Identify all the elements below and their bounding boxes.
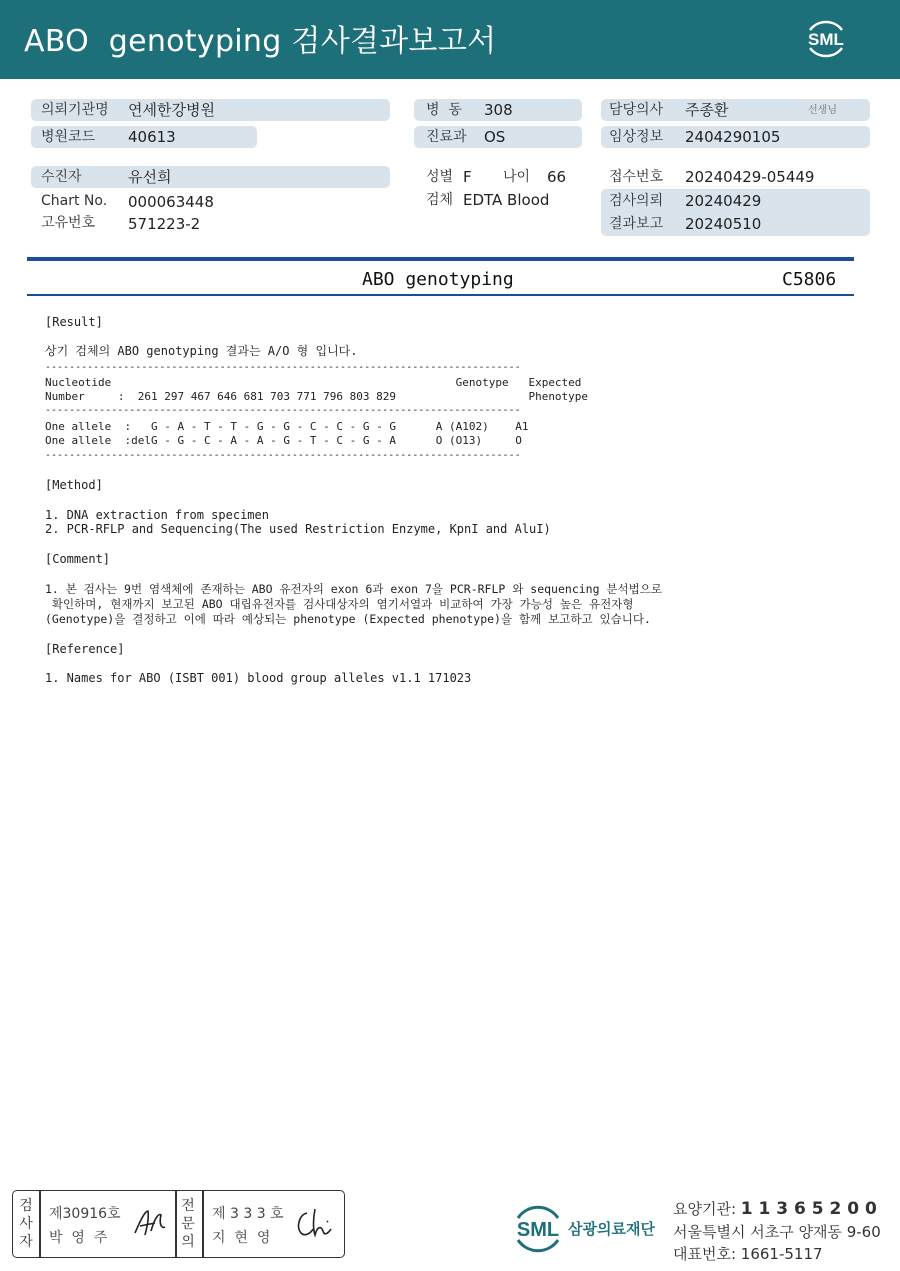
specialist-vertical-label: 전 문 의 — [181, 1198, 195, 1250]
field-bar — [31, 166, 390, 188]
specimen-value: EDTA Blood — [463, 191, 550, 209]
receipt-value: 20240429-05449 — [685, 168, 815, 186]
result-line: 상기 검체의 ABO genotyping 결과는 A/O 형 입니다. — [45, 344, 358, 358]
receipt-label: 접수번호 — [609, 169, 664, 185]
comment-line-1: 1. 본 검사는 9번 염색체에 존재하는 ABO 유전자의 exon 6과 exon 7을 PCR-RFLP 와 sequencing 분석법으로 — [45, 582, 662, 596]
report-title: ABO genotyping 검사결과보고서 — [24, 24, 497, 59]
ward-label: 병 동 — [426, 102, 462, 118]
examiner-vertical-label: 검 사 자 — [19, 1198, 33, 1250]
hospital-code-value: 40613 — [128, 128, 176, 146]
request-date: 20240429 — [685, 192, 762, 210]
org-name: 삼광의료재단 — [568, 1220, 655, 1238]
report-header — [0, 0, 900, 79]
chart-value: 000063448 — [128, 193, 214, 211]
comment-line-2: 확인하며, 현재까지 보고된 ABO 대립유전자를 검사대상자의 염기서열과 비교하여 가장 가능성 높은 유전자형 — [45, 597, 634, 611]
institution-value: 연세한강병원 — [128, 101, 215, 119]
clinical-label: 임상정보 — [609, 129, 664, 145]
reference-heading: [Reference] — [45, 642, 125, 656]
divider — [202, 1191, 204, 1257]
method-heading: [Method] — [45, 478, 103, 492]
patient-name-value: 유선희 — [128, 168, 172, 186]
divider — [175, 1191, 177, 1257]
sex-label: 성별 — [426, 169, 454, 185]
hospital-code-label: 병원코드 — [41, 129, 96, 145]
logo-text: SML — [808, 30, 844, 49]
examiner-name: 박 영 주 — [49, 1230, 108, 1246]
institution-label: 의뢰기관명 — [41, 102, 109, 118]
specimen-label: 검체 — [426, 192, 454, 208]
result-heading: [Result] — [45, 315, 103, 329]
examiner-license-no: 제30916호 — [49, 1206, 121, 1222]
table-dash-line: ------------------------------------------------------------------------------- — [45, 405, 521, 416]
table-dash-line: ------------------------------------------------------------------------------- — [45, 362, 521, 373]
report-date-label: 결과보고 — [609, 216, 664, 232]
doctor-suffix: 선생님 — [808, 105, 837, 116]
clinical-value: 2404290105 — [685, 128, 781, 146]
table-dash-line: ------------------------------------------------------------------------------- — [45, 450, 521, 461]
report-date: 20240510 — [685, 215, 762, 233]
sml-footer-logo-icon — [510, 1202, 566, 1256]
divider — [27, 294, 854, 296]
method-line-2: 2. PCR-RFLP and Sequencing(The used Restriction Enzyme, KpnI and AluI) — [45, 522, 551, 536]
sex-value: F — [463, 168, 472, 186]
institution-code: 1 1 3 6 5 2 0 0 — [740, 1199, 877, 1219]
method-line-1: 1. DNA extraction from specimen — [45, 508, 269, 522]
test-title: ABO genotyping — [362, 269, 514, 290]
footer-logo-text: SML — [516, 1219, 560, 1241]
patient-id-label: 고유번호 — [41, 215, 96, 231]
dept-value: OS — [484, 128, 506, 146]
divider — [27, 257, 854, 261]
dept-label: 진료과 — [426, 129, 467, 145]
doctor-value: 주종환 — [685, 101, 729, 119]
examiner-signature-icon — [131, 1205, 171, 1241]
sml-logo-icon — [802, 14, 850, 64]
phone-line — [673, 1243, 823, 1264]
chart-label: Chart No. — [41, 193, 108, 209]
allele-row-1: One allele : G - A - T - T - G - G - C - C - G - G A (A102) A1 — [45, 420, 529, 433]
patient-name-label: 수진자 — [41, 169, 82, 185]
age-value: 66 — [547, 168, 567, 186]
institution-code-label: 요양기관: — [673, 1200, 737, 1218]
table-header-1: Nucleotide Genotype Expected — [45, 376, 582, 389]
allele-row-2: One allele :delG - G - C - A - A - G - T - C - G - A O (O13) O — [45, 434, 522, 447]
signature-box — [12, 1190, 345, 1258]
ward-value: 308 — [484, 101, 513, 119]
test-code: C5806 — [782, 269, 837, 290]
request-label: 검사의뢰 — [609, 193, 664, 209]
comment-heading: [Comment] — [45, 552, 111, 566]
divider — [39, 1191, 41, 1257]
specialist-license-no: 제 3 3 3 호 — [212, 1206, 284, 1222]
specialist-signature-icon — [293, 1205, 339, 1241]
address: 서울특별시 서초구 양재동 9-60 — [673, 1223, 881, 1241]
phone-number: 1661-5117 — [740, 1245, 823, 1263]
comment-line-3: (Genotype)을 결정하고 이에 따라 예상되는 phenotype (Expected phenotype)을 함께 보고하고 있습니다. — [45, 612, 651, 626]
specialist-name: 지 현 영 — [212, 1230, 271, 1246]
doctor-label: 담당의사 — [609, 102, 664, 118]
phone-label: 대표번호: — [673, 1245, 737, 1263]
table-header-2: Number : 261 297 467 646 681 703 771 796 803 829 Phenotype — [45, 390, 589, 403]
patient-id-value: 571223-2 — [128, 215, 201, 233]
institution-code-line — [673, 1198, 877, 1219]
age-label: 나이 — [503, 169, 531, 185]
reference-line-1: 1. Names for ABO (ISBT 001) blood group alleles v1.1 171023 — [45, 671, 472, 685]
